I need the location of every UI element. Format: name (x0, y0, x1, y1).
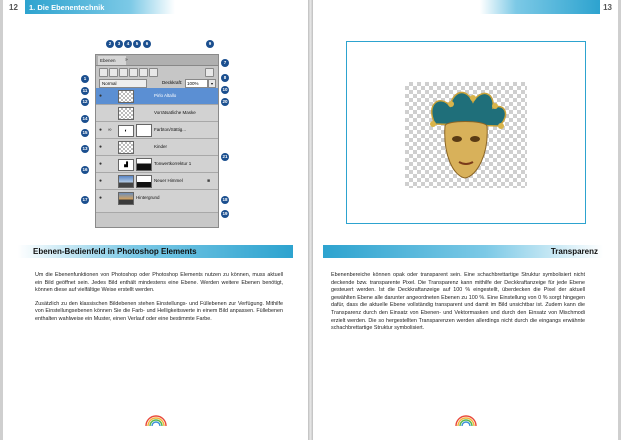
panel-tabbar (96, 55, 218, 66)
panel-options (96, 77, 218, 88)
mask-icon (129, 68, 138, 77)
layer-row (96, 139, 218, 156)
body-text (35, 272, 283, 330)
callout-number: 10 (222, 87, 228, 92)
chapter-title: 1. Die Ebenentechnik (29, 3, 105, 12)
eye-icon: ● (99, 127, 103, 133)
callout-number: 11 (82, 88, 88, 93)
body-text (331, 272, 585, 339)
section-heading: Ebenen-Bedienfeld in Photoshop Elements (3, 245, 293, 258)
eye-icon: ● (99, 195, 103, 201)
layer-row (96, 105, 218, 122)
layer-name: Vorrätsatliche Maske (154, 110, 196, 115)
eye-icon: ● (99, 161, 103, 167)
new-group-icon (109, 68, 118, 77)
page-number: 13 (603, 3, 612, 12)
layer-row (96, 156, 218, 173)
callout-number: 7 (221, 59, 229, 67)
layer-name: Kinder (154, 144, 168, 149)
layer-name: Farbton/Sättig... (154, 127, 187, 132)
eye-icon: ● (99, 144, 103, 150)
layer-thumbnail (118, 192, 134, 205)
layer-name: Tonwertkorrektur 1 (154, 161, 192, 166)
mask-thumbnail (136, 158, 152, 171)
layer-thumbnail (118, 175, 134, 188)
callout-number: 6 (143, 40, 151, 48)
layer-thumbnail (118, 107, 134, 120)
levels-icon: ▟ (118, 159, 134, 171)
layer-name: Hintergrund (136, 195, 160, 200)
callout-number: 12 (82, 99, 88, 104)
callout-number: 3 (115, 40, 123, 48)
chapter-header-bar (480, 0, 600, 14)
figure-frame (346, 41, 586, 224)
callout-number: 4 (124, 40, 132, 48)
section-heading: Transparenz (323, 245, 618, 258)
lock-transparency-icon (139, 68, 148, 77)
adjustment-icon: ◐ (118, 125, 134, 137)
callout-number: 21 (222, 154, 228, 159)
opacity-field: 100% (185, 79, 208, 88)
callout-number: 16 (82, 167, 88, 172)
layer-name: Pirlo Altallo (154, 93, 177, 98)
callout-number: 17 (82, 197, 88, 202)
callout-number: 2 (106, 40, 114, 48)
layer-thumbnail (118, 90, 134, 103)
rainbow-logo-icon (453, 413, 479, 433)
callout-number: 19 (222, 211, 228, 216)
eye-icon: ● (99, 178, 103, 184)
layers-panel-screenshot (95, 54, 219, 228)
callout-number: 13 (82, 146, 88, 151)
callout-number: 9 (206, 40, 214, 48)
paragraph: Zusätzlich zu den klassischen Bildebenen stehen Einstellungs- und Füllebenen zur Verfügung. Mithilfe von Einstellungsebenen können Sie die Farb- und Helligkeitswerte in einem Bild anpassen. Füllebenen enthalten wahlweise ein Muster, einen Verlauf oder eine bestimmte Farbe. (35, 300, 283, 322)
rainbow-logo-icon (143, 413, 169, 433)
paragraph: Ebenenbereiche können opak oder transparent sein. Eine schachbrettartige Struktur symbolisiert nicht deckende bzw. transparente Pixel. Die Transparenz kann mithilfe der Deckkraftanzeige für jede Ebene gesteuert werden. Ist die Deckkraftanzeige auf 100 % eingestellt, überdecken die Pixel der aktuell gewählten Ebene alle darunter angeordneten Ebenen zu 100 %. Eine Einstellung von 0 % sorgt hingegen dafür, dass die aktuelle Ebene vollständig transparent und damit im Bild unsichtbar ist. Zudem kann die Transparenz durch den Einsatz von Ebenen- und Vektormasken und durch den Einsatz von Mischmodi erzielt werden. Die so hergestellten Transparenzen werden allerdings nicht durch die eingangs erwähnte schachbrettartige Struktur symbolisiert. (331, 272, 585, 332)
blend-mode-select: Normal (99, 79, 147, 88)
callout-number: 18 (222, 197, 228, 202)
layer-row (96, 122, 218, 139)
mask-thumbnail (136, 124, 152, 137)
opacity-arrow-icon: ▾ (208, 79, 216, 88)
callout-number: 14 (82, 116, 88, 121)
panel-collapse-icon: » (125, 57, 128, 63)
adjustment-layer-icon (119, 68, 128, 77)
callout-number: 5 (133, 40, 141, 48)
lock-all-icon (149, 68, 158, 77)
link-icon: ∞ (108, 127, 112, 133)
layer-row (96, 88, 218, 105)
trash-icon (205, 68, 214, 77)
eye-icon: ● (99, 93, 103, 99)
paragraph: Um die Ebenenfunktionen von Photoshop oder Photoshop Elements nutzen zu können, muss aktuell ein Bild geöffnet sein. Jedes Bild enthält mindestens eine Ebene. Werden weitere Ebenen benötigt, können diese auf vielfältige Weise erstellt werden. (35, 272, 283, 294)
callout-number: 15 (82, 130, 88, 135)
callout-number: 8 (221, 74, 229, 82)
left-page (3, 0, 308, 440)
lock-icon: ■ (206, 178, 210, 184)
layer-row (96, 190, 218, 213)
right-page (313, 0, 618, 440)
panel-tab: Ebenen (98, 56, 126, 65)
mask-thumbnail (136, 175, 152, 188)
venetian-mask-image (415, 84, 515, 184)
opacity-label: Deckkraft: (162, 80, 183, 85)
page-number: 12 (9, 3, 18, 12)
layers-list (96, 88, 218, 213)
callout-number: 1 (81, 75, 89, 83)
layer-name: Neuer Himmel (154, 178, 183, 183)
callout-number: 20 (222, 99, 228, 104)
panel-toolbar (96, 66, 218, 77)
layer-row (96, 173, 218, 190)
layer-thumbnail (118, 141, 134, 154)
new-layer-icon (99, 68, 108, 77)
